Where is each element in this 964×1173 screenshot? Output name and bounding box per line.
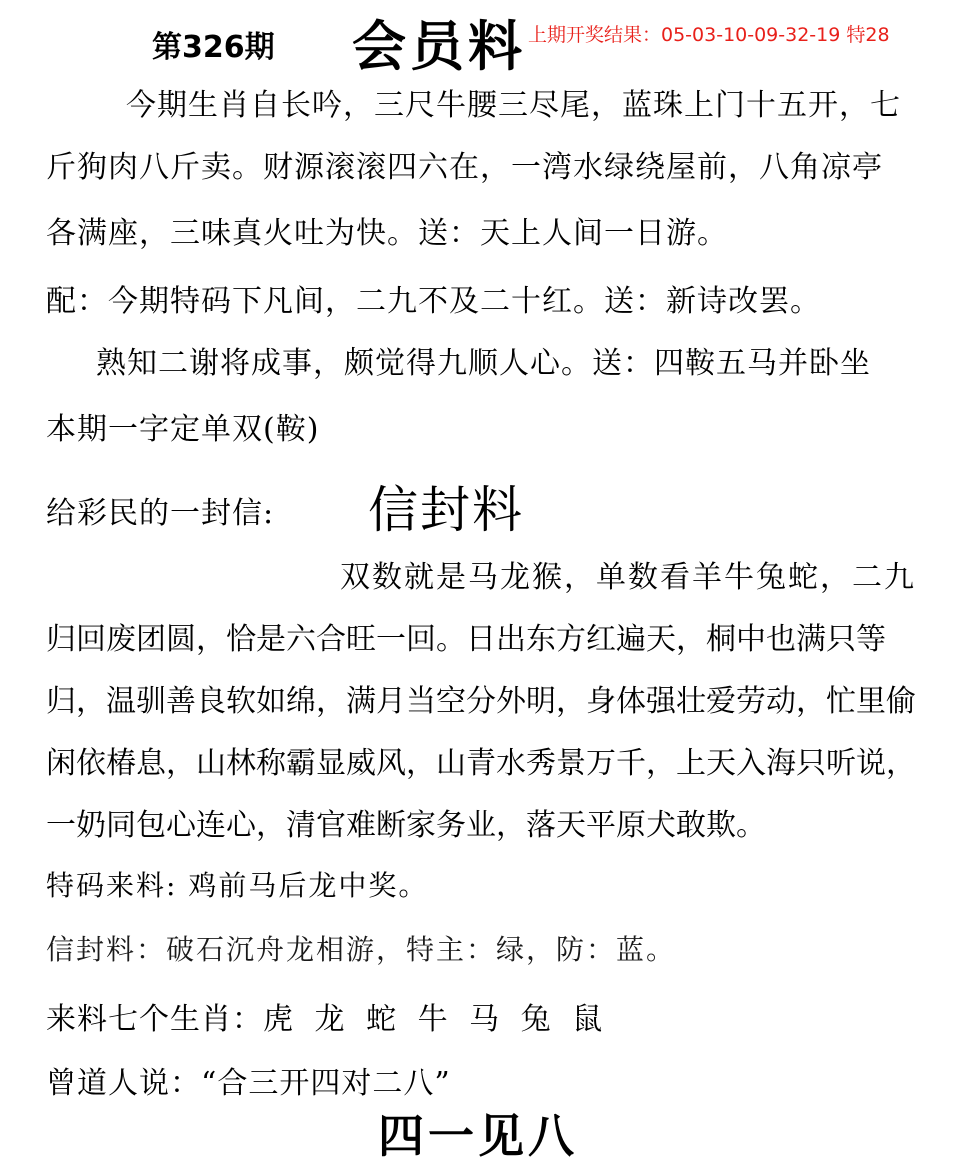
member-line-4: 配：今期特码下凡间，二九不及二十红。送：新诗改罢。	[46, 284, 821, 319]
member-line-5: 熟知二谢将成事，颇觉得九顺人心。送：四鞍五马并卧坐	[96, 346, 871, 381]
page-title: 会员料	[352, 14, 526, 78]
bottom-phrase: 四一见八	[378, 1109, 578, 1163]
envelope-para-2: 归回废团圆，恰是六合旺一回。日出东方红遍天，桐中也满只等	[46, 622, 886, 657]
member-line-6: 本期一字定单双(鞍)	[46, 412, 320, 447]
special-code-note: 特码来料: 鸡前马后龙中奖。	[46, 869, 429, 902]
envelope-para-1: 双数就是马龙猴，单数看羊牛兔蛇，二九	[340, 560, 916, 595]
envelope-title: 信封料	[368, 481, 524, 539]
last-draw-result: 上期开奖结果：05-03-10-09-32-19 特28	[528, 24, 890, 46]
seven-zodiacs-note: 来料七个生肖：虎 龙 蛇 牛 马 兔 鼠	[46, 1002, 604, 1037]
taoist-saying: 曾道人说：“合三开四对二八”	[46, 1066, 451, 1101]
issue-number: 第326期	[152, 30, 275, 65]
member-line-2: 斤狗肉八斤卖。财源滚滚四六在，一湾水绿绕屋前，八角凉亭	[46, 150, 883, 185]
envelope-para-5: 一奶同包心连心，清官难断家务业，落天平原犬敢欺。	[46, 808, 766, 843]
envelope-para-4: 闲依椿息，山林称霸显威风，山青水秀景万千，上天入海只听说，	[46, 746, 916, 781]
member-line-3: 各满座，三味真火吐为快。送：天上人间一日游。	[46, 216, 728, 251]
envelope-para-3: 归，温驯善良软如绵，满月当空分外明，身体强壮爱劳动，忙里偷	[46, 684, 916, 719]
envelope-intro: 给彩民的一封信:	[46, 496, 275, 531]
member-line-1: 今期生肖自长吟，三尺牛腰三尽尾，蓝珠上门十五开，七	[126, 88, 901, 123]
envelope-note: 信封料：破石沉舟龙相游，特主：绿，防：蓝。	[46, 933, 677, 966]
